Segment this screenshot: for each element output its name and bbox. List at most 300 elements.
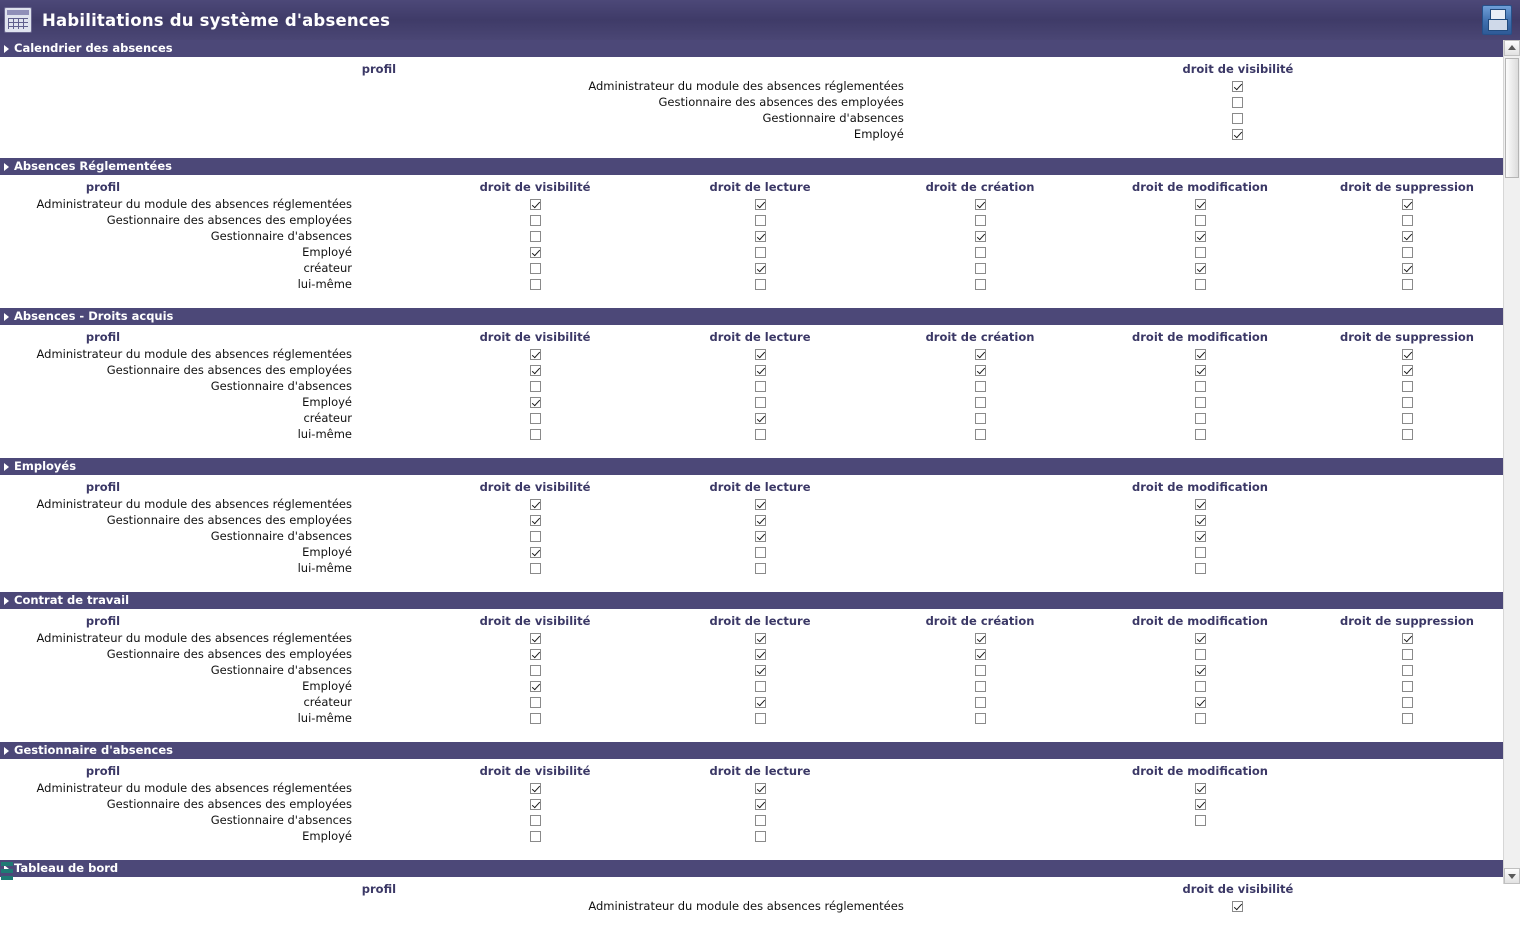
- table-row: [0, 196, 1504, 212]
- permission-checkbox[interactable]: [1232, 113, 1243, 124]
- table-row: [0, 528, 1504, 544]
- column-header: droit de visibilité: [479, 330, 591, 344]
- chevron-right-icon: [4, 463, 9, 471]
- permission-checkbox[interactable]: [1195, 531, 1206, 542]
- row-spacer: [0, 142, 1504, 158]
- column-header: profil: [85, 764, 121, 778]
- permission-checkbox[interactable]: [1402, 231, 1413, 242]
- column-header: profil: [85, 480, 121, 494]
- permission-cell: [1090, 276, 1310, 292]
- column-header: droit de lecture: [709, 614, 811, 628]
- permission-cell: [420, 710, 650, 726]
- permission-checkbox[interactable]: [755, 413, 766, 424]
- permission-cell: [870, 828, 1090, 844]
- column-header: profil: [361, 882, 397, 896]
- table-row: [0, 710, 1504, 726]
- column-header: droit de création: [925, 180, 1035, 194]
- scroll-thumb[interactable]: [1505, 58, 1519, 178]
- permission-cell: [1310, 646, 1504, 662]
- table-row: [0, 378, 1504, 394]
- column-header: droit de suppression: [1340, 614, 1474, 628]
- permission-checkbox[interactable]: [530, 547, 541, 558]
- column-header: droit de visibilité: [479, 180, 591, 194]
- permission-checkbox[interactable]: [755, 681, 766, 692]
- permission-cell: [420, 346, 650, 362]
- table-row: [0, 512, 1504, 528]
- column-header: [870, 759, 1090, 780]
- permission-checkbox[interactable]: [530, 397, 541, 408]
- permission-cell: [1310, 544, 1504, 560]
- permissions-table: [0, 877, 1504, 930]
- permission-checkbox[interactable]: [755, 713, 766, 724]
- chevron-right-icon: [4, 45, 9, 53]
- permission-checkbox[interactable]: [530, 365, 541, 376]
- permission-checkbox[interactable]: [755, 665, 766, 676]
- permission-checkbox[interactable]: [530, 515, 541, 526]
- permission-cell: [420, 212, 650, 228]
- permission-cell: [1090, 244, 1310, 260]
- permission-checkbox[interactable]: [1402, 215, 1413, 226]
- permission-checkbox[interactable]: [755, 263, 766, 274]
- permission-checkbox[interactable]: [530, 381, 541, 392]
- permission-checkbox[interactable]: [975, 263, 986, 274]
- column-header: [1310, 475, 1504, 496]
- permission-checkbox[interactable]: [1402, 713, 1413, 724]
- permission-checkbox[interactable]: [1402, 429, 1413, 440]
- permission-checkbox[interactable]: [530, 783, 541, 794]
- permission-cell: [1090, 260, 1310, 276]
- permission-checkbox[interactable]: [530, 799, 541, 810]
- permission-cell: [420, 796, 650, 812]
- permission-checkbox[interactable]: [1402, 247, 1413, 258]
- permission-cell: [650, 512, 870, 528]
- permission-checkbox[interactable]: [1195, 381, 1206, 392]
- permission-checkbox[interactable]: [1232, 97, 1243, 108]
- permission-checkbox[interactable]: [1402, 365, 1413, 376]
- column-header: droit de création: [925, 330, 1035, 344]
- column-header: droit de modification: [1132, 614, 1268, 628]
- permission-checkbox[interactable]: [755, 279, 766, 290]
- section-header[interactable]: [0, 158, 1504, 175]
- permission-cell: [420, 362, 650, 378]
- scroll-up-arrow[interactable]: [1504, 40, 1520, 56]
- permission-checkbox[interactable]: [755, 531, 766, 542]
- permission-checkbox[interactable]: [1402, 649, 1413, 660]
- profile-label: Employé: [302, 545, 352, 559]
- title-bar: [0, 0, 1520, 41]
- permission-checkbox[interactable]: [530, 633, 541, 644]
- permission-checkbox[interactable]: [530, 215, 541, 226]
- permission-checkbox[interactable]: [1195, 215, 1206, 226]
- chevron-right-icon: [4, 747, 9, 755]
- row-spacer: [0, 726, 1504, 742]
- section-header[interactable]: [0, 458, 1504, 475]
- permission-cell: [870, 694, 1090, 710]
- grid-window-icon: [4, 7, 32, 33]
- permission-checkbox[interactable]: [1195, 783, 1206, 794]
- permission-checkbox[interactable]: [1402, 279, 1413, 290]
- permission-cell: [650, 378, 870, 394]
- permission-cell: [650, 276, 870, 292]
- permission-checkbox[interactable]: [755, 649, 766, 660]
- permission-cell: [870, 812, 1090, 828]
- table-row: [0, 394, 1504, 410]
- permission-cell: [870, 560, 1090, 576]
- table-row: [0, 780, 1504, 796]
- column-header: droit de création: [925, 614, 1035, 628]
- table-row: [0, 78, 1504, 94]
- permission-checkbox[interactable]: [1232, 81, 1243, 92]
- permission-cell: [420, 260, 650, 276]
- permission-cell: [650, 244, 870, 260]
- permission-checkbox[interactable]: [755, 547, 766, 558]
- permission-cell: [1090, 394, 1310, 410]
- permission-cell: [650, 828, 870, 844]
- permission-checkbox[interactable]: [755, 231, 766, 242]
- permission-checkbox[interactable]: [530, 697, 541, 708]
- permission-cell: [1310, 244, 1504, 260]
- permission-cell: [1090, 196, 1310, 212]
- permission-checkbox[interactable]: [1195, 429, 1206, 440]
- permission-checkbox[interactable]: [755, 365, 766, 376]
- row-spacer: [0, 914, 1504, 930]
- permission-cell: [1310, 426, 1504, 442]
- permission-cell: [1310, 560, 1504, 576]
- permission-cell: [1090, 828, 1310, 844]
- permission-cell: [650, 394, 870, 410]
- permission-checkbox[interactable]: [1402, 697, 1413, 708]
- permission-checkbox[interactable]: [755, 815, 766, 826]
- table-row: [0, 362, 1504, 378]
- permission-cell: [1310, 346, 1504, 362]
- permission-checkbox[interactable]: [530, 713, 541, 724]
- permission-cell: [870, 362, 1090, 378]
- permission-checkbox[interactable]: [1195, 681, 1206, 692]
- permission-cell: [1090, 528, 1310, 544]
- permission-checkbox[interactable]: [975, 429, 986, 440]
- permission-cell: [870, 276, 1090, 292]
- permission-checkbox[interactable]: [1402, 397, 1413, 408]
- section-header[interactable]: [0, 308, 1504, 325]
- permission-checkbox[interactable]: [755, 349, 766, 360]
- permission-checkbox[interactable]: [975, 231, 986, 242]
- profile-label: Employé: [302, 395, 352, 409]
- permission-checkbox[interactable]: [755, 831, 766, 842]
- permission-cell: [1090, 228, 1310, 244]
- permission-checkbox[interactable]: [975, 247, 986, 258]
- permission-cell: [1310, 496, 1504, 512]
- permission-cell: [1310, 780, 1504, 796]
- profile-label: Gestionnaire d'absences: [210, 663, 352, 677]
- column-header: [1310, 759, 1504, 780]
- permission-cell: [420, 694, 650, 710]
- permission-cell: [420, 812, 650, 828]
- permission-checkbox[interactable]: [1402, 263, 1413, 274]
- profile-label: Gestionnaire des absences des employées: [106, 363, 352, 377]
- permission-checkbox[interactable]: [975, 697, 986, 708]
- section-title: Gestionnaire d'absences: [14, 743, 174, 757]
- permission-cell: [650, 630, 870, 646]
- profile-label: Gestionnaire d'absences: [762, 111, 904, 125]
- permission-checkbox[interactable]: [755, 397, 766, 408]
- column-header: droit de lecture: [709, 330, 811, 344]
- table-row: [0, 110, 1504, 126]
- table-row: [0, 560, 1504, 576]
- permission-checkbox[interactable]: [530, 531, 541, 542]
- permission-cell: [1090, 496, 1310, 512]
- table-row: [0, 544, 1504, 560]
- table-row: [0, 646, 1504, 662]
- permission-checkbox[interactable]: [975, 397, 986, 408]
- permission-cell: [1090, 796, 1310, 812]
- permission-checkbox[interactable]: [530, 247, 541, 258]
- permission-checkbox[interactable]: [530, 649, 541, 660]
- profile-label: Gestionnaire d'absences: [210, 529, 352, 543]
- permission-cell: [420, 244, 650, 260]
- permission-checkbox[interactable]: [975, 649, 986, 660]
- permission-checkbox[interactable]: [1195, 649, 1206, 660]
- permission-cell: [650, 196, 870, 212]
- table-row: [0, 94, 1504, 110]
- permission-cell: [420, 276, 650, 292]
- table-row: [0, 410, 1504, 426]
- permission-cell: [420, 630, 650, 646]
- permission-cell: [420, 196, 650, 212]
- permission-checkbox[interactable]: [530, 199, 541, 210]
- permission-cell: [650, 694, 870, 710]
- permission-checkbox[interactable]: [975, 713, 986, 724]
- permission-checkbox[interactable]: [1195, 263, 1206, 274]
- permission-cell: [420, 678, 650, 694]
- permissions-table: [0, 759, 1504, 860]
- permission-checkbox[interactable]: [1402, 633, 1413, 644]
- permission-checkbox[interactable]: [1195, 397, 1206, 408]
- permission-checkbox[interactable]: [755, 499, 766, 510]
- profile-label: lui-même: [297, 711, 352, 725]
- permission-cell: [420, 378, 650, 394]
- permission-checkbox[interactable]: [755, 799, 766, 810]
- permission-checkbox[interactable]: [755, 215, 766, 226]
- table-row: [0, 662, 1504, 678]
- sections-scroll-area[interactable]: [0, 40, 1504, 913]
- permission-cell: [1310, 378, 1504, 394]
- permission-checkbox[interactable]: [1195, 247, 1206, 258]
- column-header: droit de modification: [1132, 330, 1268, 344]
- table-row: [0, 812, 1504, 828]
- table-row: [0, 346, 1504, 362]
- column-header: droit de modification: [1132, 764, 1268, 778]
- table-row: [0, 630, 1504, 646]
- permissions-table: [0, 475, 1504, 592]
- permission-checkbox[interactable]: [1195, 199, 1206, 210]
- permission-checkbox[interactable]: [1232, 901, 1243, 912]
- permission-cell: [1310, 212, 1504, 228]
- permission-checkbox[interactable]: [1195, 515, 1206, 526]
- column-header: droit de suppression: [1340, 330, 1474, 344]
- section-title: Calendrier des absences: [14, 41, 173, 55]
- permission-cell: [1310, 512, 1504, 528]
- permission-cell: [1090, 212, 1310, 228]
- permission-checkbox[interactable]: [975, 381, 986, 392]
- permission-cell: [650, 796, 870, 812]
- permission-checkbox[interactable]: [1195, 697, 1206, 708]
- permission-cell: [1310, 410, 1504, 426]
- permission-checkbox[interactable]: [530, 681, 541, 692]
- profile-label: Administrateur du module des absences réglementées: [36, 497, 352, 511]
- permission-checkbox[interactable]: [1402, 681, 1413, 692]
- permission-cell: [870, 212, 1090, 228]
- permission-cell: [870, 196, 1090, 212]
- permission-cell: [972, 78, 1504, 94]
- permission-checkbox[interactable]: [530, 413, 541, 424]
- permission-checkbox[interactable]: [755, 247, 766, 258]
- permission-cell: [420, 544, 650, 560]
- permission-checkbox[interactable]: [530, 279, 541, 290]
- permission-cell: [1310, 528, 1504, 544]
- permission-checkbox[interactable]: [755, 563, 766, 574]
- permission-checkbox[interactable]: [975, 681, 986, 692]
- permission-cell: [650, 780, 870, 796]
- permission-checkbox[interactable]: [1195, 349, 1206, 360]
- permission-cell: [650, 544, 870, 560]
- permission-checkbox[interactable]: [1195, 633, 1206, 644]
- table-row: [0, 244, 1504, 260]
- permission-cell: [870, 630, 1090, 646]
- permission-checkbox[interactable]: [755, 783, 766, 794]
- section-header[interactable]: [0, 592, 1504, 609]
- profile-label: lui-même: [297, 277, 352, 291]
- permission-cell: [1310, 196, 1504, 212]
- profile-label: Gestionnaire d'absences: [210, 379, 352, 393]
- permission-checkbox[interactable]: [1402, 199, 1413, 210]
- permission-cell: [420, 496, 650, 512]
- table-row: [0, 426, 1504, 442]
- permission-cell: [1310, 828, 1504, 844]
- profile-label: Administrateur du module des absences réglementées: [36, 197, 352, 211]
- profile-label: Gestionnaire des absences des employées: [106, 513, 352, 527]
- permission-checkbox[interactable]: [1402, 349, 1413, 360]
- table-row: [0, 796, 1504, 812]
- permission-cell: [972, 94, 1504, 110]
- permission-checkbox[interactable]: [755, 381, 766, 392]
- permission-checkbox[interactable]: [530, 499, 541, 510]
- column-header: droit de visibilité: [479, 764, 591, 778]
- permission-cell: [870, 678, 1090, 694]
- section-header[interactable]: [0, 40, 1504, 57]
- permission-checkbox[interactable]: [975, 633, 986, 644]
- permission-checkbox[interactable]: [1195, 231, 1206, 242]
- permission-cell: [1090, 678, 1310, 694]
- permission-checkbox[interactable]: [1402, 413, 1413, 424]
- column-header: droit de modification: [1132, 180, 1268, 194]
- permission-cell: [1090, 346, 1310, 362]
- save-button[interactable]: [1482, 5, 1512, 35]
- permission-cell: [420, 426, 650, 442]
- section-header[interactable]: [0, 860, 1504, 877]
- section-header[interactable]: [0, 742, 1504, 759]
- profile-label: Administrateur du module des absences réglementées: [36, 631, 352, 645]
- permission-checkbox[interactable]: [1195, 799, 1206, 810]
- permission-checkbox[interactable]: [1195, 713, 1206, 724]
- permission-checkbox[interactable]: [530, 563, 541, 574]
- permission-cell: [420, 410, 650, 426]
- profile-label: Administrateur du module des absences réglementées: [36, 781, 352, 795]
- permission-checkbox[interactable]: [1195, 563, 1206, 574]
- permission-checkbox[interactable]: [530, 263, 541, 274]
- permission-checkbox[interactable]: [1232, 129, 1243, 140]
- permissions-table: [0, 609, 1504, 742]
- permission-cell: [650, 646, 870, 662]
- permission-cell: [650, 678, 870, 694]
- permission-checkbox[interactable]: [975, 413, 986, 424]
- permission-cell: [1090, 630, 1310, 646]
- permission-checkbox[interactable]: [530, 831, 541, 842]
- profile-label: Gestionnaire des absences des employées: [106, 797, 352, 811]
- permission-cell: [1310, 260, 1504, 276]
- permission-checkbox[interactable]: [975, 215, 986, 226]
- permission-cell: [420, 646, 650, 662]
- permission-checkbox[interactable]: [1195, 365, 1206, 376]
- permission-checkbox[interactable]: [1195, 815, 1206, 826]
- vertical-scrollbar[interactable]: [1503, 40, 1520, 884]
- permission-checkbox[interactable]: [530, 429, 541, 440]
- permissions-table: [0, 325, 1504, 458]
- permission-cell: [870, 410, 1090, 426]
- permission-checkbox[interactable]: [755, 429, 766, 440]
- scroll-down-arrow[interactable]: [1504, 868, 1520, 884]
- permission-checkbox[interactable]: [975, 349, 986, 360]
- permission-cell: [420, 528, 650, 544]
- permission-cell: [650, 346, 870, 362]
- permission-checkbox[interactable]: [1195, 665, 1206, 676]
- profile-label: Employé: [302, 679, 352, 693]
- section-title: Tableau de bord: [14, 861, 119, 875]
- table-row: [0, 212, 1504, 228]
- permission-cell: [650, 560, 870, 576]
- permission-checkbox[interactable]: [755, 199, 766, 210]
- permission-checkbox[interactable]: [975, 365, 986, 376]
- permission-cell: [420, 828, 650, 844]
- permission-checkbox[interactable]: [1402, 381, 1413, 392]
- permission-cell: [1090, 780, 1310, 796]
- permission-checkbox[interactable]: [1402, 665, 1413, 676]
- permission-checkbox[interactable]: [1195, 547, 1206, 558]
- permission-checkbox[interactable]: [755, 697, 766, 708]
- permission-checkbox[interactable]: [975, 665, 986, 676]
- permission-checkbox[interactable]: [975, 199, 986, 210]
- column-header: droit de visibilité: [1182, 62, 1294, 76]
- permission-checkbox[interactable]: [530, 815, 541, 826]
- permission-checkbox[interactable]: [1195, 499, 1206, 510]
- permission-checkbox[interactable]: [1195, 279, 1206, 290]
- permission-checkbox[interactable]: [530, 349, 541, 360]
- profile-label: Employé: [853, 127, 904, 141]
- permission-checkbox[interactable]: [1195, 413, 1206, 424]
- section-title: Absences Réglementées: [14, 159, 172, 173]
- column-header: profil: [85, 330, 121, 344]
- permission-checkbox[interactable]: [755, 515, 766, 526]
- permission-checkbox[interactable]: [530, 231, 541, 242]
- profile-label: Administrateur du module des absences réglementées: [588, 899, 904, 913]
- permission-cell: [972, 110, 1504, 126]
- column-header: droit de modification: [1132, 480, 1268, 494]
- permission-checkbox[interactable]: [530, 665, 541, 676]
- permission-cell: [870, 394, 1090, 410]
- profile-label: créateur: [303, 261, 352, 275]
- permission-checkbox[interactable]: [755, 633, 766, 644]
- permission-cell: [650, 362, 870, 378]
- permission-checkbox[interactable]: [975, 279, 986, 290]
